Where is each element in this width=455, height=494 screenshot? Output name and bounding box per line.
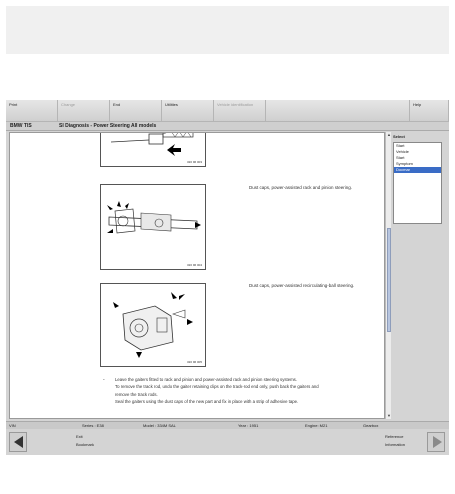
toolbar-spacer <box>266 100 409 122</box>
toolbar <box>6 100 449 122</box>
figure-caption: Dust caps, power-assisted rack and pinion steering. <box>249 185 353 190</box>
instruction-line: Leave the gaiters fitted to rack and pinion and power-assisted rack and pinion steering systems. <box>115 377 298 382</box>
status-bar <box>6 421 449 429</box>
rack-pinion-illustration <box>101 185 205 269</box>
utilities-button[interactable]: Utilities <box>162 100 214 122</box>
navigation-tree-panel <box>391 132 449 419</box>
forward-button[interactable] <box>427 432 445 452</box>
scroll-up-arrow-icon[interactable]: ▲ <box>387 132 391 137</box>
instruction-line: To remove the track rod, undo the gaiter retaining clips on the track-rod end only, push back the gaiters and <box>115 384 319 390</box>
bullet-marker: - <box>103 377 105 383</box>
tree-item-vehicle[interactable]: Vehicle <box>396 149 409 154</box>
figure-track-rod <box>100 132 206 167</box>
tree-list <box>393 142 442 224</box>
end-button[interactable]: End <box>110 100 162 122</box>
figure-code: 320 96 003 <box>186 160 202 164</box>
exit-link[interactable]: Exit <box>76 434 83 439</box>
help-button[interactable]: Help <box>409 100 449 122</box>
reference-link[interactable]: Reference <box>385 434 404 439</box>
vin-label: VIN <box>9 423 16 428</box>
figure-caption: Dust caps, power-assisted recirculating-ball steering. <box>249 283 355 288</box>
document-title: SI Diagnosis - Power Steering All models <box>59 123 157 129</box>
arrow-right-icon <box>433 436 442 448</box>
tree-label: Select <box>393 134 405 139</box>
figure-recirculating-ball-dust-caps <box>100 283 206 367</box>
tree-item-docmar[interactable]: Docmar <box>394 167 441 173</box>
tree-item-symptom[interactable]: Symptom <box>396 161 413 166</box>
instruction-line: Seal the gaiters using the dust caps of the new part and fix in place with a strip of adhesive tape. <box>115 399 299 405</box>
back-button[interactable] <box>9 432 27 452</box>
tree-item-start[interactable]: Start <box>396 143 405 148</box>
document-content <box>9 132 385 419</box>
arrow-left-icon <box>14 436 23 448</box>
bookmark-link[interactable]: Bookmark <box>76 442 95 447</box>
change-button[interactable]: Change <box>58 100 110 122</box>
tree-item-start-2[interactable]: Start <box>396 155 405 160</box>
title-bar <box>6 122 449 131</box>
engine-value: Engine: M21 <box>305 423 328 428</box>
recirculating-ball-illustration <box>101 284 205 366</box>
top-banner <box>6 6 449 54</box>
series-value: Series : E38 <box>82 423 104 428</box>
gearbox-value: Gearbox <box>363 423 379 428</box>
model-value: Model : 334M SAL <box>143 423 176 428</box>
bmw-tis-window <box>6 100 449 455</box>
instruction-text <box>115 376 380 406</box>
vehicle-identification-button[interactable]: Vehicle identification <box>214 100 266 122</box>
app-name: BMW TIS <box>10 123 32 129</box>
figure-rack-pinion-dust-caps <box>100 184 206 270</box>
print-button[interactable]: Print <box>6 100 58 122</box>
scroll-down-arrow-icon[interactable]: ▼ <box>387 413 391 418</box>
instruction-line: remove the track rods. <box>115 391 158 397</box>
year-value: Year : 1951 <box>238 423 259 428</box>
navigation-bar <box>6 430 449 455</box>
information-link[interactable]: Information <box>385 442 406 447</box>
figure-code: 320 96 005 <box>186 360 202 364</box>
figure-code: 320 96 004 <box>186 263 202 267</box>
